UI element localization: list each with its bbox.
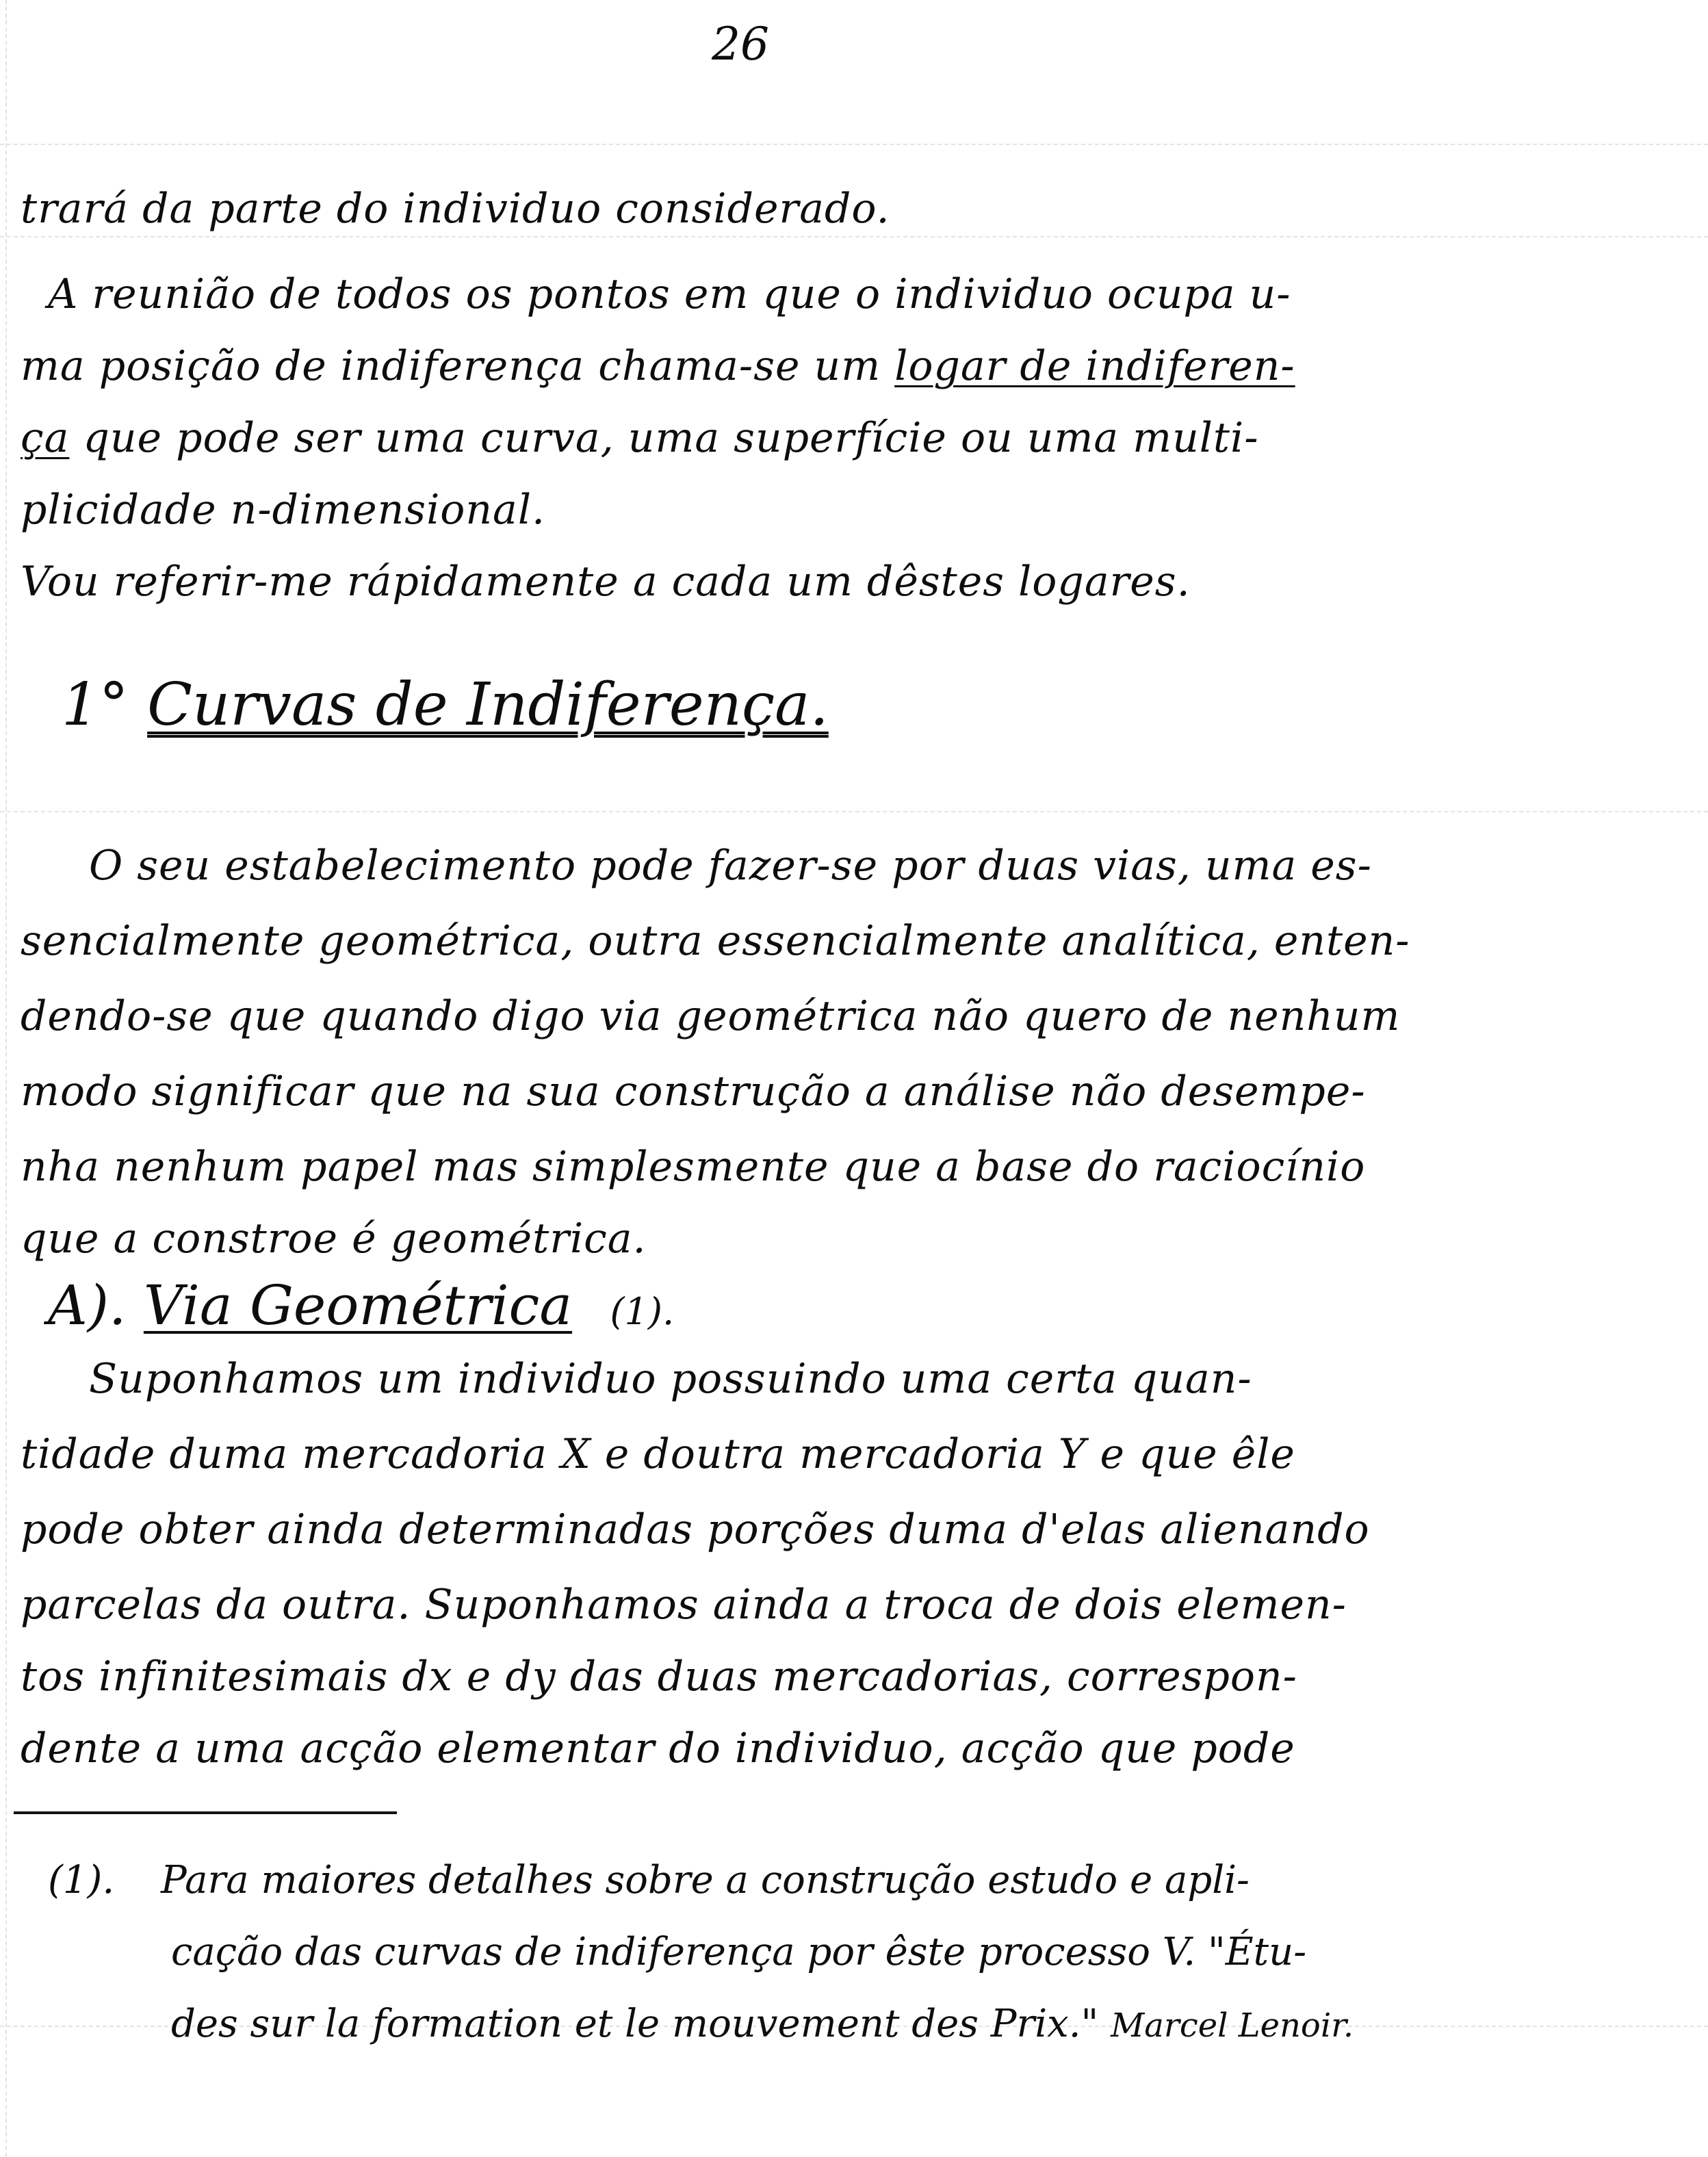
text-line: sencialmente geométrica, outra essencialmente analítica, enten- [21,917,1410,965]
section-title: Curvas de Indiferença. [147,671,829,739]
text-line: plicidade n-dimensional. [21,486,546,534]
section-number: 1° [62,671,129,739]
footnote-line: cação das curvas de indiferença por êste processo V. "Étu- [171,1930,1307,1974]
subsection-heading [48,1271,674,1346]
footnote-line [48,1855,1250,1907]
text-line: dendo-se que quando digo via geométrica não quero de nenhum [21,992,1401,1040]
text-span: que pode ser uma curva, uma superfície ou uma multi- [83,414,1259,462]
text-span: ma posição de indiferença chama-se um [21,342,881,390]
text-line: O seu estabelecimento pode fazer-se por duas vias, uma es- [89,842,1372,890]
text-line: dente a uma acção elementar do individuo, acção que pode [21,1725,1295,1772]
underlined-term-end: ça [21,414,70,462]
footnote-marker: (1). [48,1858,115,1902]
text-line: A reunião de todos os pontos em que o individuo ocupa u- [48,270,1291,318]
footnote-separator [14,1811,397,1814]
margin-line [5,0,7,2157]
text-line [21,339,1295,393]
paper-rule [0,811,1708,812]
text-line: Vou referir-me rápidamente a cada um dêstes logares. [21,558,1191,606]
text-line: pode obter ainda determinadas porções duma d'elas alienando [21,1506,1370,1553]
footnote-reference: (1). [610,1290,675,1333]
subsection-title: Via Geométrica [143,1274,573,1337]
text-line: trará da parte do individuo considerado. [21,185,890,233]
text-line: Suponhamos um individuo possuindo uma certa quan- [89,1355,1252,1403]
section-heading [62,667,829,742]
text-line: modo significar que na sua construção a análise não desempe- [21,1068,1366,1115]
footnote-line [171,1998,1354,2052]
text-line: tidade duma mercadoria X e doutra mercadoria Y e que êle [21,1430,1295,1478]
footnote-author: Marcel Lenoir. [1111,2006,1354,2045]
footnote-text: des sur la formation et le mouvement des Prix." [171,2002,1099,2046]
paper-rule [0,144,1708,145]
text-line: nha nenhum papel mas simplesmente que a base do raciocínio [21,1143,1366,1191]
subsection-label: A). [48,1274,127,1337]
text-line [21,411,1258,465]
paper-rule [0,236,1708,237]
page-number: 26 [712,18,769,70]
text-line: parcelas da outra. Suponhamos ainda a troca de dois elemen- [21,1581,1347,1629]
footnote-text: Para maiores detalhes sobre a construção estudo e apli- [160,1858,1250,1902]
text-line: tos infinitesimais dx e dy das duas mercadorias, correspon- [21,1653,1297,1701]
text-line: que a constroe é geométrica. [21,1215,647,1263]
underlined-term: logar de indiferen- [894,342,1295,390]
